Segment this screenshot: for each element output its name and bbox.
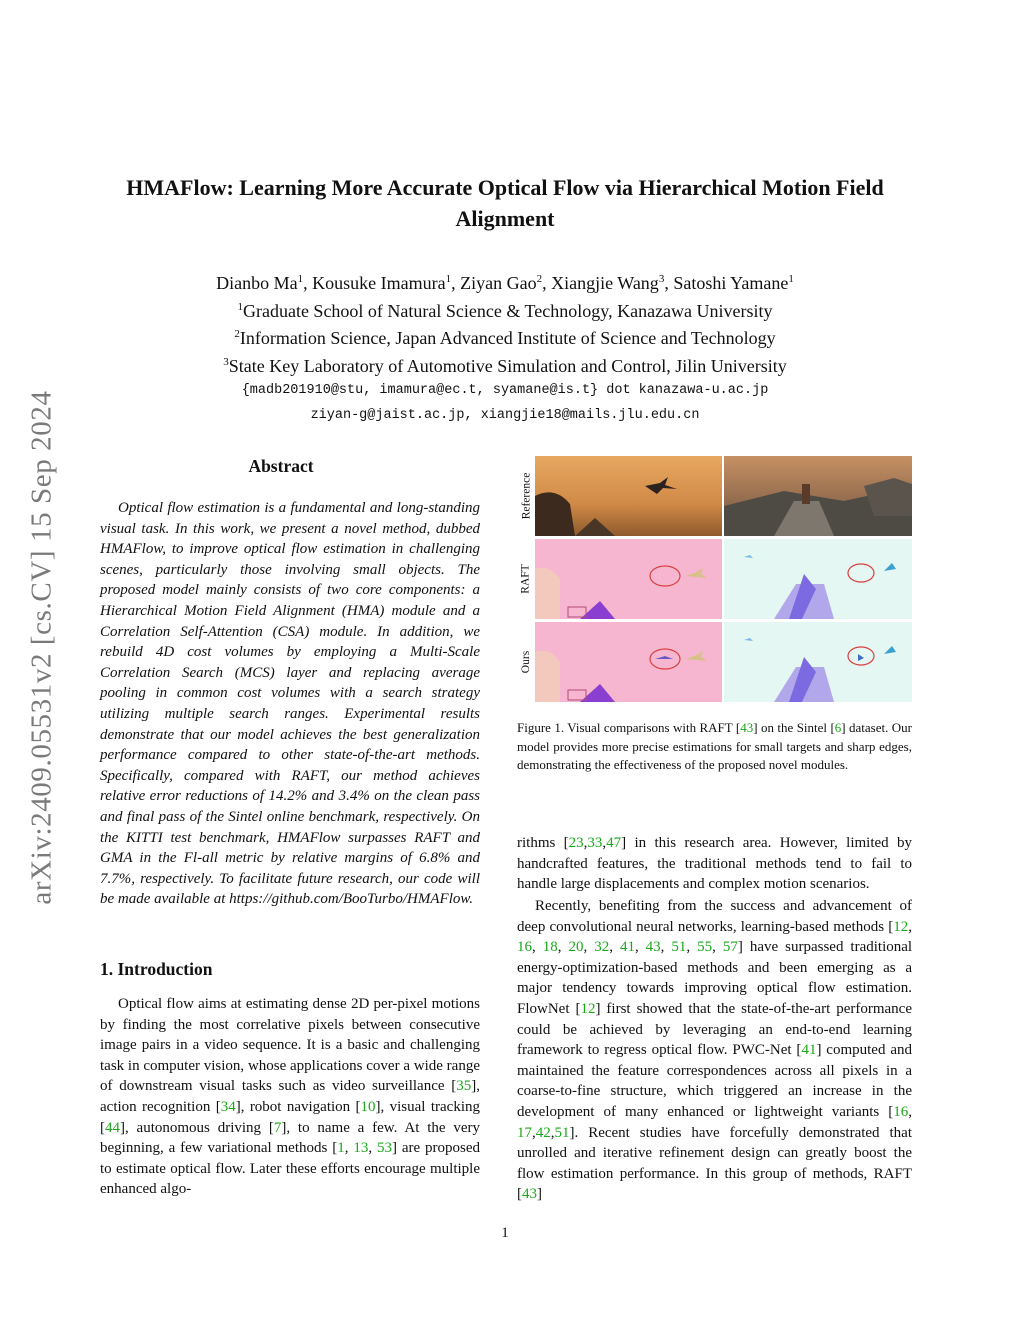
citation-link[interactable]: 34 (220, 1098, 236, 1115)
right-paragraph-2: Recently, benefiting from the success and advancement of deep convolutional neural networks, learning-based methods [12, 16, 18, 20, 32, 41, 43, 51, 55, 57] have surpassed traditional energy-optimization-based methods and been emerging as a major tendency towards improving optical flow estimation. FlowNet [12] first showed that the state-of-the-art performance could be achieved by leveraging an end-to-end learning framework to regress optical flow. PWC-Net [41] computed and maintained the feature correspondences across all pixels in a coarse-to-fine structure, which triggered an increase in the development of many enhanced or lightweight variants [16, 17,42,51]. Recent studies have forcefully demonstrated that unrolled and iterative refinement design can greatly boost the flow estimation performance. In this group of methods, RAFT [43] (517, 898, 913, 1203)
citation-link[interactable]: 44 (105, 1119, 120, 1136)
citation-link[interactable]: 51 (554, 1124, 570, 1141)
author-sup: 1 (297, 273, 304, 285)
citation-link[interactable]: 41 (619, 939, 635, 956)
citation-link[interactable]: 53 (376, 1140, 392, 1157)
affiliation-line: $^2$Information Science, Japan Advanced Institute of Science and Technology (234, 328, 776, 348)
row-label-ours: Ours (520, 650, 532, 674)
arxiv-stamp (16, 355, 68, 940)
citation-link[interactable]: 41 (801, 1042, 817, 1059)
author-block (100, 268, 910, 428)
abstract-text: Optical flow estimation is a fundamental and long-standing visual task. In this work, we present a novel method, dubbed HMAFlow, to improve optical flow estimation in challenging scenes, particularly those involving small objects. The proposed model mainly consists of two core components: a Hierarchical Motion Field Alignment (HMA) module and a Correlation Self-Attention (CSA) module. In addition, we rebuild 4D cost volumes by employing a Multi-Scale Correlation Search (MCS) layer and replacing average pooling in common cost volumes with a search strategy utilizing multiple search ranges. Experimental results demonstrate that our model achieves the best generalization performance compared to other state-of-the-art methods. Specifically, compared with RAFT, our method achieves relative error reductions of 14.2% and 3.4% on the clean pass and final pass of the Sintel online benchmark, respectively. On the KITTI test benchmark, HMAFlow surpasses RAFT and GMA in the Fl-all metric by relative margins of 6.8% and 7.7%, respectively. To facilitate future research, our code will be made available at https://github.com/BooTurbo/HMAFlow. (100, 500, 480, 908)
author-name: Kousuke Imamura (312, 273, 446, 293)
raft-flow-left (535, 539, 722, 619)
citation-link[interactable]: 35 (456, 1078, 472, 1095)
author-sup: 2 (536, 273, 543, 285)
citation-link[interactable]: 20 (568, 939, 584, 956)
citation-link[interactable]: 47 (606, 835, 622, 851)
author-list: Dianbo Ma$^1$, Kousuke Imamura$^1$, Ziyan Gao$^2$, Xiangjie Wang$^3$, Satoshi Yamane$^1$ (216, 273, 794, 293)
raft-flow-right (724, 539, 912, 619)
citation-link[interactable]: 51 (671, 939, 687, 956)
arxiv-stamp-text: arXiv:2409.05531v2 [cs.CV] 15 Sep 2024 (25, 390, 58, 905)
citation-link[interactable]: 12 (893, 918, 909, 935)
citation-link[interactable]: 16 (517, 939, 532, 956)
figure-caption: Figure 1. Visual comparisons with RAFT [43] on the Sintel [6] dataset. Our model provides more precise estimations for small targets and sharp edges, demonstrating the effectiveness of the proposed novel modules. (517, 720, 912, 773)
citation-link[interactable]: 13 (353, 1140, 369, 1157)
citation-link[interactable]: 6 (834, 720, 842, 735)
author-name: Dianbo Ma (216, 273, 298, 293)
author-sup: 3 (658, 273, 665, 285)
citation-link[interactable]: 43 (522, 1186, 537, 1203)
email-line-1: {madb201910@stu, imamura@ec.t, syamane@is.t} dot kanazawa-u.ac.jp (241, 383, 769, 398)
intro-heading: 1. Introduction (100, 959, 213, 979)
ours-flow-right (724, 622, 912, 702)
page-number: 1 (501, 1225, 509, 1241)
citation-link[interactable]: 18 (542, 939, 558, 956)
author-name: Satoshi Yamane (673, 273, 789, 293)
title-line-2: Alignment (455, 206, 555, 231)
affiliation-line: $^1$Graduate School of Natural Science & Technology, Kanazawa University (237, 300, 773, 321)
citation-link[interactable]: 1 (337, 1140, 345, 1157)
paper-title (100, 172, 910, 234)
figure-1 (517, 456, 912, 702)
citation-link[interactable]: 10 (360, 1098, 376, 1115)
abstract-heading: Abstract (248, 456, 314, 476)
author-name: Xiangjie Wang (551, 273, 659, 293)
citation-link[interactable]: 42 (535, 1124, 551, 1141)
right-paragraph-1: rithms [23,33,47] in this research area. However, limited by handcrafted features, the traditional methods tend to fail to handle large displacements and complex motion scenarios. (517, 835, 912, 893)
citation-link[interactable]: 7 (273, 1119, 282, 1136)
citation-link[interactable]: 43 (740, 720, 754, 735)
citation-link[interactable]: 16 (893, 1103, 909, 1120)
citation-link[interactable]: 57 (722, 939, 738, 956)
citation-link[interactable]: 43 (645, 939, 661, 956)
citation-link[interactable]: 23 (568, 835, 584, 851)
author-sup: 1 (788, 273, 794, 285)
citation-link[interactable]: 17 (517, 1124, 532, 1141)
title-line-1: HMAFlow: Learning More Accurate Optical Flow via Hierarchical Motion Field (126, 175, 884, 200)
reference-image-right (724, 456, 912, 536)
reference-image-left (535, 456, 722, 536)
author-name: Ziyan Gao (460, 273, 537, 293)
row-label-raft: RAFT (520, 564, 532, 594)
row-label-reference: Reference (520, 472, 533, 520)
email-line-2: ziyan-g@jaist.ac.jp, xiangjie18@mails.jlu.edu.cn (310, 408, 700, 423)
intro-paragraph: Optical flow aims at estimating dense 2D per-pixel motions by finding the most correlative pixels between consecutive image pairs in a video sequence. It is a basic and challenging task in computer vision, whose applications cover a wide range of downstream visual tasks such as video surveillance [35], action recognition [34], robot navigation [10], visual tracking [44], autonomous driving [7], to name a few. At the very beginning, a few variational methods [1, 13, 53] are proposed to estimate optical flow. Later these efforts encourage multiple enhanced algo- (100, 996, 481, 1198)
citation-link[interactable]: 32 (594, 939, 610, 956)
affiliation-list (100, 296, 910, 379)
affiliation-line: $^3$State Key Laboratory of Automotive Simulation and Control, Jilin University (223, 355, 787, 376)
author-sup: 1 (445, 273, 452, 285)
ours-flow-left (535, 622, 722, 702)
citation-link[interactable]: 55 (697, 939, 713, 956)
citation-link[interactable]: 33 (587, 835, 603, 851)
citation-link[interactable]: 12 (580, 1000, 596, 1017)
